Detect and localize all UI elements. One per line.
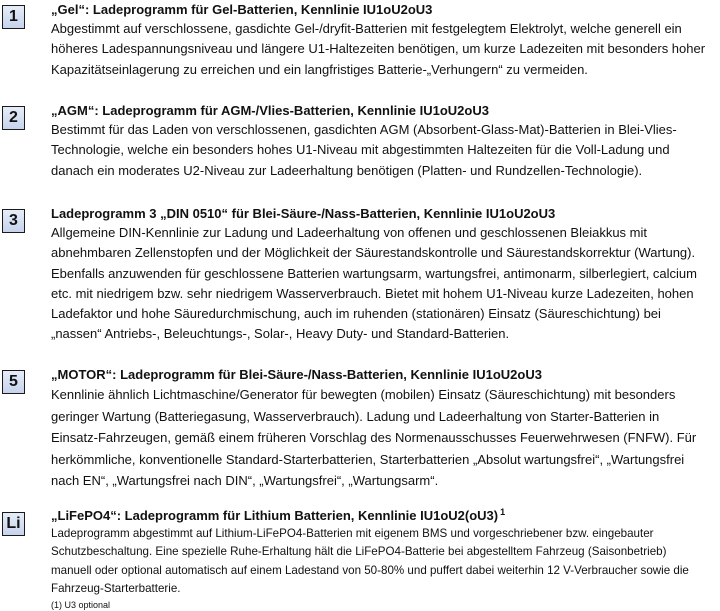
- program-badge-2: 2: [2, 106, 25, 130]
- body-line: herkömmliche, konventionelle Standard-Starterbatterien, Starterbatterien „Absolut wartungsfrei“, „Wartungsfrei: [51, 451, 685, 467]
- body-line: „nassen“ Antriebs-, Beleuchtungs-, Solar-, Heavy Duty- und Standard-Batterien.: [51, 326, 510, 342]
- program-badge-3: 3: [2, 209, 25, 233]
- body-line: Ebenfalls anzuwenden für geschlossene Batterien wartungsarm, wartungsfrei, antimonarm, silberlegiert, calcium: [51, 265, 697, 281]
- section-title: [51, 506, 720, 525]
- section-body: [51, 223, 720, 345]
- section-title: „MOTOR“: Ladeprogramm für Blei-Säure-/Nass-Batterien, Kennlinie IU1oU2oU3: [51, 367, 542, 382]
- footnote-marker: 1: [500, 507, 506, 517]
- body-line: Abgestimmt auf verschlossene, gasdichte Gel-/dryfit-Batterien mit festgelegtem Elektrolyt, welche generell ein: [51, 21, 682, 36]
- section-body: [51, 120, 720, 181]
- program-badge-1: 1: [2, 5, 25, 29]
- section-title: „Gel“: Ladeprogramm für Gel-Batterien, Kennlinie IU1oU2oU3: [51, 2, 433, 17]
- body-line: Kapazitätseinlagerung zu erreichen und ein langfristiges Batterie-„Verhungern“ zu vermeiden.: [51, 61, 588, 77]
- section-body: [51, 525, 720, 599]
- body-line: danach ein moderates U2-Niveau zur Ladeerhaltung benötigen (Platten- und Rundzellen-Technologie).: [51, 162, 643, 178]
- section-title-text: „LiFePO4“: Ladeprogramm für Lithium Batterien, Kennlinie IU1oU2(oU3): [51, 508, 499, 523]
- body-line: Ladefaktor und hohe Säuredurchmischung, auch im ruhenden (stationären) Einsatz (Säureschichtung) bei: [51, 306, 661, 322]
- body-line: manuell oder optional automatisch auf einem Ladestand von 50-80% und puffert dabei weiterhin 12 V-Verbraucher sowie die: [51, 563, 689, 577]
- section-title: „AGM“: Ladeprogramm für AGM-/Vlies-Batterien, Kennlinie IU1oU2oU3: [51, 103, 489, 118]
- body-line: Bestimmt für das Laden von verschlossenen, gasdichten AGM (Absorbent-Glass-Mat)-Batterien in Blei-Vlies-: [51, 122, 677, 137]
- body-line: Schutzbeschaltung. Eine spezielle Ruhe-Erhaltung hält die LiFePO4-Batterie bei abgestelltem Fahrzeug (Saisonbetrieb): [51, 545, 667, 559]
- section-body: [51, 19, 720, 80]
- body-line: nach EN“, „Wartungsfrei nach DIN“, „Wartungsfrei“, „Wartungsarm“.: [51, 473, 439, 488]
- body-line: Einsatz-Fahrzeugen, gemäß einem früheren Vorschlag des Normenausschusses Feuerwehrwesen (FNFW). Für: [51, 430, 697, 445]
- program-badge-li: Li: [2, 512, 25, 536]
- body-line: Technologie, welche ein besonders hohes U1-Niveau mit abgestimmten Haltezeiten für die Voll-Ladung und: [51, 142, 670, 158]
- footnote: (1) U3 optional: [51, 599, 111, 610]
- section-body: [51, 384, 720, 492]
- program-badge-5: 5: [2, 370, 25, 394]
- body-line: Ladeprogramm abgestimmt auf Lithium-LiFePO4-Batterien mit eigenem BMS und vorgeschriebener bzw. eingebauter: [51, 527, 654, 540]
- body-line: etc. mit niedrigem bzw. sehr niedrigem Wasserverbrauch. Bietet mit hohem U1-Niveau kurze Ladezeiten, hohen: [51, 285, 694, 301]
- body-line: Allgemeine DIN-Kennlinie zur Ladung und Ladeerhaltung von offenen und geschlossenen Bleiakkus mit: [51, 225, 647, 240]
- body-line: Fahrzeug-Starterbatterie.: [51, 582, 181, 596]
- body-line: geringer Wartung (Batteriegasung, Wasserverbrauch). Ladung und Ladeerhaltung von Starter-Batterien in: [51, 408, 660, 424]
- section-title: Ladeprogramm 3 „DIN 0510“ für Blei-Säure-/Nass-Batterien, Kennlinie IU1oU2oU3: [51, 206, 556, 221]
- body-line: höheres Ladespannungsniveau und längere U1-Haltezeiten benötigen, um kurze Ladezeiten mit besonders hoher: [51, 41, 706, 57]
- body-line: abnehmbaren Zellenstopfen und der Möglichkeit der Säurestandskontrolle und Säurestandskorrektur (Wartung).: [51, 245, 696, 261]
- body-line: Kennlinie ähnlich Lichtmaschine/Generator für bewegten (mobilen) Einsatz (Säureschichtung) mit besonders: [51, 387, 676, 402]
